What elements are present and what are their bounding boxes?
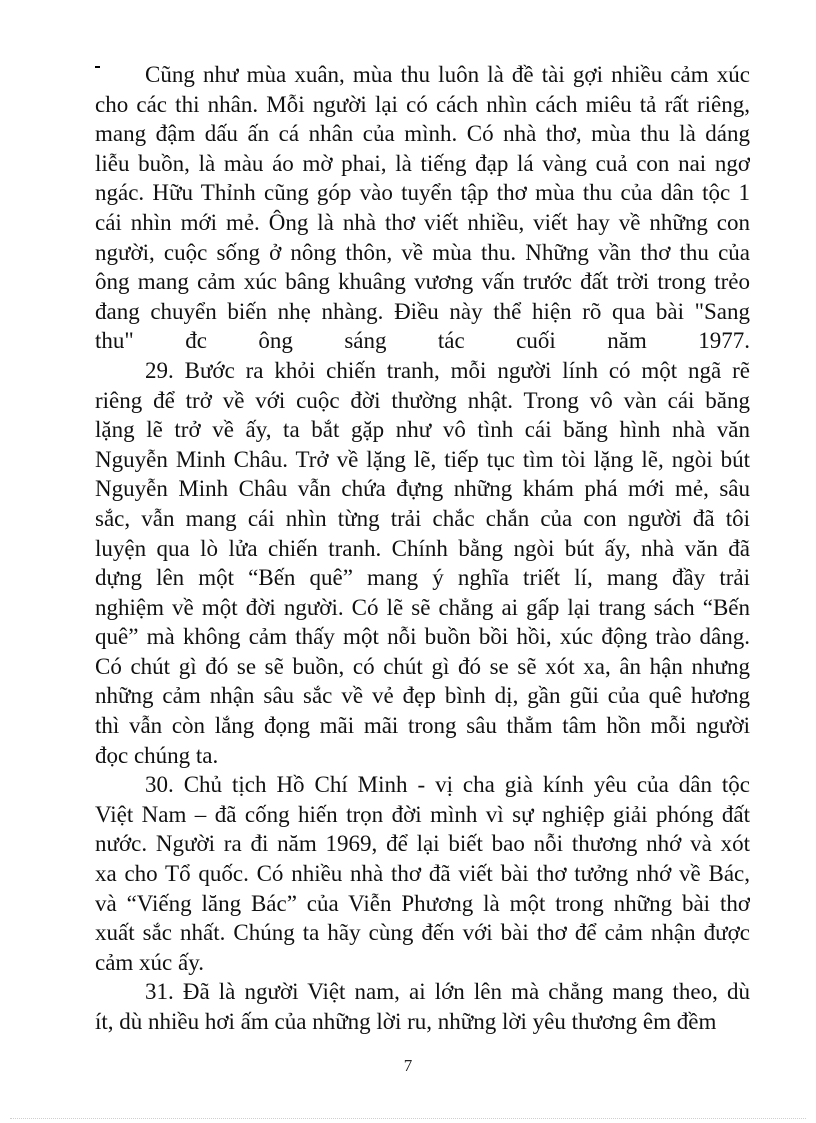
bottom-divider: [10, 1118, 806, 1119]
text-line: cảm xúc ấy.: [95, 949, 204, 975]
text-line: người, cuộc sống ở nông thôn, về mùa thu. Những vần thơ thu của: [95, 239, 750, 265]
text-line: cho các thi nhân. Mỗi người lại có cách nhìn cách miêu tả rất riêng,: [95, 91, 750, 117]
text-line: xa cho Tổ quốc. Có nhiều nhà thơ đã viết bài thơ tưởng nhớ về Bác,: [95, 861, 750, 887]
paragraph: [95, 356, 750, 770]
text-line: xuất sắc nhất. Chúng ta hãy cùng đến với bài thơ để cảm nhận được: [95, 920, 750, 946]
text-line: luyện qua lò lửa chiến tranh. Chính bằng ngòi bút ấy, nhà văn đã: [95, 535, 750, 561]
text-line: mang đậm dấu ấn cá nhân của mình. Có nhà thơ, mùa thu là dáng: [95, 121, 750, 147]
text-line: đọc chúng ta.: [95, 742, 219, 768]
text-line: dựng lên một “Bến quê” mang ý nghĩa triết lí, mang đầy trải: [95, 565, 750, 591]
text-line: cái nhìn mới mẻ. Ông là nhà thơ viết nhiều, viết hay về những con: [95, 209, 750, 235]
text-line: liễu buồn, là màu áo mờ phai, là tiếng đạp lá vàng cuả con nai ngơ: [95, 150, 750, 176]
document-body: [95, 60, 750, 1037]
paragraph: [95, 60, 750, 356]
text-line: 30. Chủ tịch Hồ Chí Minh - vị cha già kính yêu của dân tộc: [145, 772, 750, 798]
paragraph: [95, 770, 750, 977]
text-line: lặng lẽ trở về ấy, ta bắt gặp như vô tình cái băng hình nhà văn: [95, 417, 750, 443]
text-line: 29. Bước ra khỏi chiến tranh, mỗi người lính có một ngã rẽ: [145, 357, 750, 383]
text-line: Việt Nam – đã cống hiến trọn đời mình vì sự nghiệp giải phóng đất: [95, 801, 750, 827]
text-line: nghiệm về một đời người. Có lẽ sẽ chẳng ai gấp lại trang sách “Bến: [95, 594, 750, 620]
text-line: đang chuyển biến nhẹ nhàng. Điều này thể hiện rõ qua bài "Sang: [95, 298, 750, 324]
page-number: 7: [403, 1056, 413, 1075]
text-line: 31. Đã là người Việt nam, ai lớn lên mà chẳng mang theo, dù: [145, 979, 750, 1005]
paragraph: [95, 977, 750, 1036]
text-line: sắc, vẫn mang cái nhìn từng trải chắc chắn của con người đã tôi: [95, 505, 750, 531]
text-line: Nguyễn Minh Châu vẫn chứa đựng những khám phá mới mẻ, sâu: [95, 476, 750, 502]
text-line: ít, dù nhiều hơi ấm của những lời ru, những lời yêu thương êm đềm: [95, 1009, 717, 1034]
text-line: ngác. Hữu Thỉnh cũng góp vào tuyển tập thơ mùa thu của dân tộc 1: [95, 180, 750, 206]
text-line: Có chút gì đó se sẽ buồn, có chút gì đó se sẽ xót xa, ân hận nhưng: [95, 653, 750, 679]
text-line: ông mang cảm xúc bâng khuâng vương vấn trước đất trời trong trẻo: [95, 269, 750, 295]
text-line: thì vẫn còn lắng đọng mãi mãi trong sâu thẳm tâm hồn mỗi người: [95, 713, 750, 739]
text-line: Cũng như mùa xuân, mùa thu luôn là đề tài gợi nhiều cảm xúc: [145, 62, 750, 87]
text-line: Nguyễn Minh Châu. Trở về lặng lẽ, tiếp tục tìm tòi lặng lẽ, ngòi bút: [95, 446, 750, 472]
text-line: quê” mà không cảm thấy một nỗi buồn bồi hồi, xúc động trào dâng.: [95, 624, 750, 650]
text-line: thu" đc ông sáng tác cuối năm 1977.: [95, 328, 750, 354]
text-line: riêng để trở về với cuộc đời thường nhật. Trong vô vàn cái băng: [95, 387, 750, 413]
text-line: nước. Người ra đi năm 1969, để lại biết bao nỗi thương nhớ và xót: [95, 831, 750, 857]
text-line: và “Viếng lăng Bác” của Viễn Phương là một trong những bài thơ: [95, 890, 750, 916]
text-line: những cảm nhận sâu sắc về vẻ đẹp bình dị, gần gũi của quê hương: [95, 683, 750, 709]
